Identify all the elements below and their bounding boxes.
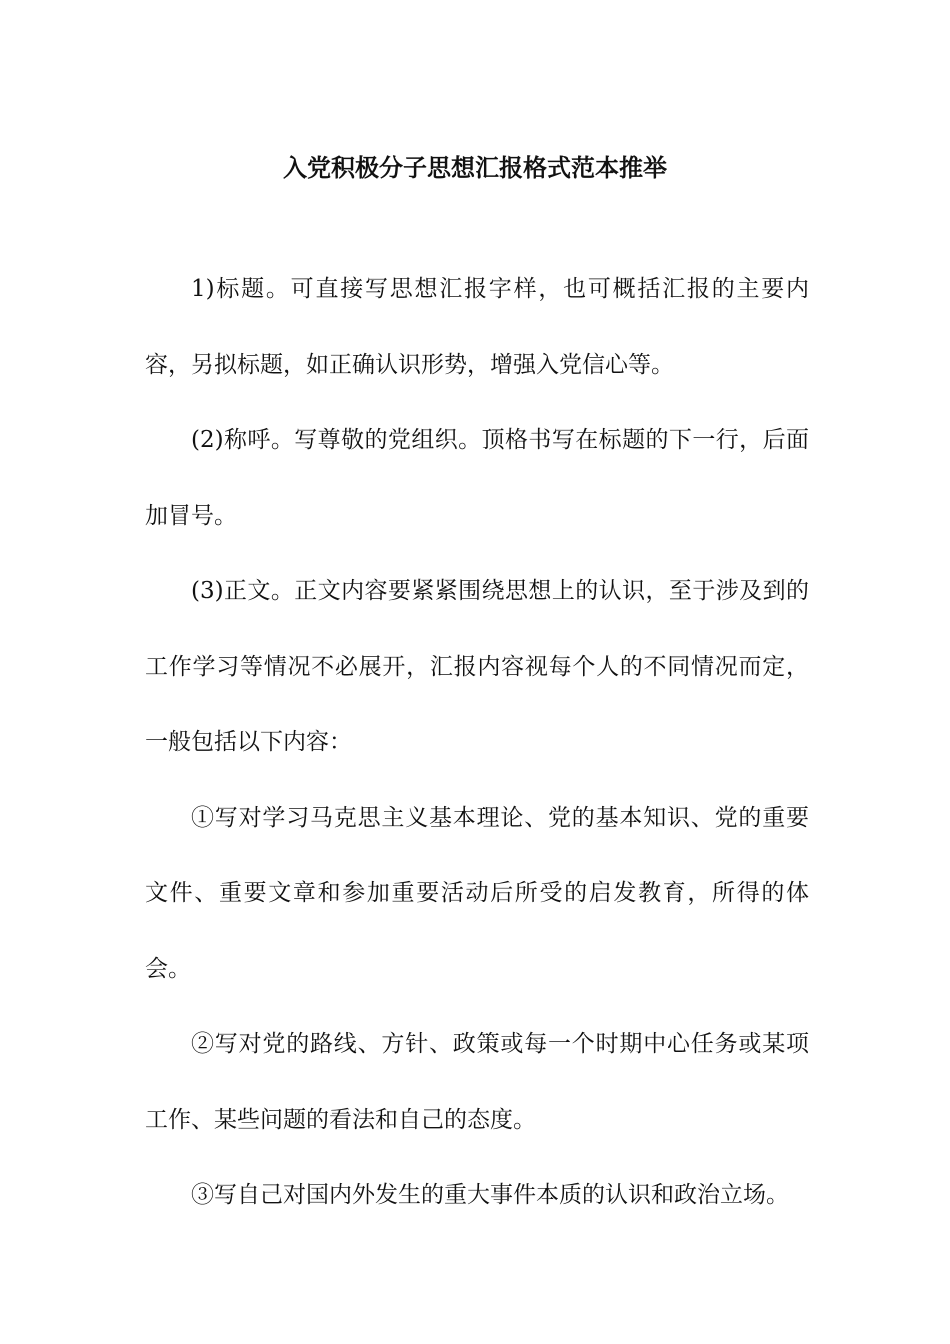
paragraph-body-item: (3)正文。正文内容要紧紧围绕思想上的认识，至于涉及到的工作学习等情况不必展开，汇报内容视每个人的不同情况而定，一般包括以下内容： — [145, 578, 809, 755]
paragraph-title-item: 1)标题。可直接写思想汇报字样，也可概括汇报的主要内容，另拟标题，如正确认识形势，增强入党信心等。 — [145, 276, 809, 378]
paragraph-list-item-3: ③写自己对国内外发生的重大事件本质的认识和政治立场。 — [191, 1182, 789, 1208]
paragraph-list-item-1: ①写对学习马克思主义基本理论、党的基本知识、党的重要文件、重要文章和参加重要活动后所受的启发教育，所得的体会。 — [145, 804, 809, 982]
paragraph-salutation-item: (2)称呼。写尊敬的党组织。顶格书写在标题的下一行，后面加冒号。 — [145, 427, 809, 529]
document-body — [145, 252, 809, 1234]
paragraph-list-item-2: ②写对党的路线、方针、政策或每一个时期中心任务或某项工作、某些问题的看法和自己的态度。 — [145, 1031, 809, 1133]
document-title: 入党积极分子思想汇报格式范本推举 — [283, 153, 667, 183]
